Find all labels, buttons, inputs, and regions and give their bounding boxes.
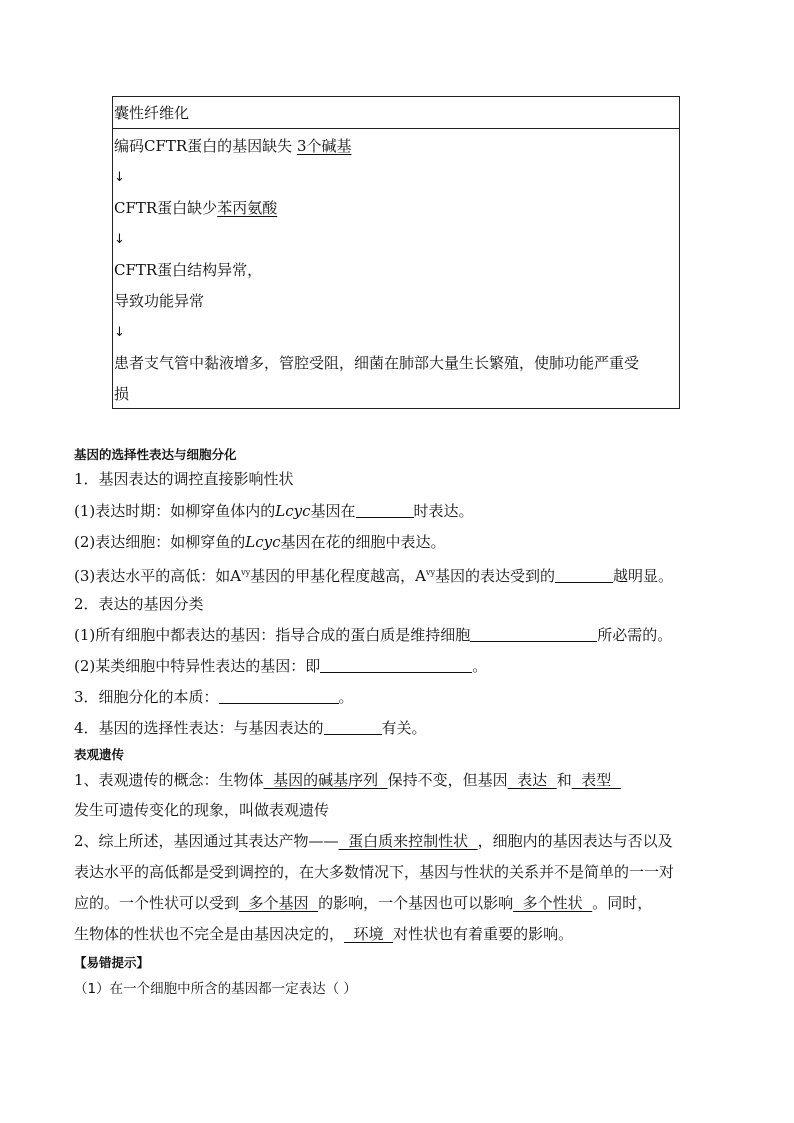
answer-environment: 环境	[344, 925, 394, 943]
box-line-2: CFTR蛋白缺少苯丙氨酸	[114, 199, 278, 217]
item-1: 1．基因表达的调控直接影响性状	[74, 470, 294, 488]
para-2-line-4: 生物体的性状也不完全是由基因决定的， 环境 对性状也有着重要的影响。	[74, 925, 574, 943]
section-heading-epigenetics: 表观遗传	[74, 747, 125, 762]
item-1-1: (1)表达时期：如柳穿鱼体内的Lcyc基因在 时表达。	[74, 502, 474, 520]
para-1-line-1: 1、表观遗传的概念：生物体 基因的碱基序列 保持不变，但基因 表达 和 表型	[74, 771, 621, 789]
answer-multiple-traits: 多个性状	[513, 894, 593, 912]
item-4: 4．基因的选择性表达：与基因表达的 有关。	[74, 719, 427, 737]
blank-3	[470, 627, 597, 642]
item-3: 3．细胞分化的本质： 。	[74, 688, 354, 706]
section-heading-selective-expression: 基因的选择性表达与细胞分化	[74, 447, 237, 462]
blank-4	[320, 658, 472, 673]
box-line-6: 损	[114, 385, 130, 403]
box-line-4: 导致功能异常	[114, 292, 205, 310]
item-1-3: (3)表达水平的高低：如$A^{vy}$基因的甲基化程度越高，$A^{vy}$基因的表达受到的 越明显。	[74, 567, 674, 585]
para-1-line-2: 发生可遗传变化的现象，叫做表观遗传	[74, 801, 330, 819]
box-line-3: CFTR蛋白结构异常，	[114, 261, 263, 279]
box-divider	[113, 128, 679, 129]
answer-expression: 表达	[507, 771, 557, 789]
item-1-2: (2)表达细胞：如柳穿鱼的Lcyc基因在花的细胞中表达。	[74, 533, 446, 551]
answer-phenotype: 表型	[571, 771, 621, 789]
item-2-2: (2)某类细胞中特异性表达的基因：即 。	[74, 657, 488, 675]
arrow-down-icon: ↓	[114, 170, 125, 185]
blank-2	[555, 568, 613, 583]
blank-6	[324, 720, 382, 735]
para-2-line-2: 表达水平的高低都是受到调控的，在大多数情况下，基因与性状的关系并不是简单的一一对	[74, 863, 675, 881]
para-2-line-1: 2、综上所述，基因通过其表达产物—— 蛋白质来控制性状 ，细胞内的基因表达与否以及	[74, 832, 673, 850]
box-title: 囊性纤维化	[114, 104, 190, 122]
answer-base-sequence: 基因的碱基序列	[263, 771, 388, 789]
tip-item-1: （1）在一个细胞中所含的基因都一定表达（ ）	[74, 981, 357, 997]
answer-phenylalanine: 苯丙氨酸	[217, 199, 278, 217]
tips-heading: 【易错提示】	[74, 955, 150, 970]
item-2-1: (1)所有细胞中都表达的基因：指导合成的蛋白质是维持细胞 所必需的。	[74, 626, 673, 644]
arrow-down-icon: ↓	[114, 232, 125, 247]
box-line-5: 患者支气管中黏液增多，管腔受阻，细菌在肺部大量生长繁殖，使肺功能严重受	[114, 354, 640, 372]
arrow-down-icon: ↓	[114, 325, 125, 340]
answer-protein-controls-traits: 蛋白质来控制性状	[338, 832, 478, 850]
answer-multiple-genes: 多个基因	[239, 894, 319, 912]
item-2: 2．表达的基因分类	[74, 595, 204, 613]
cystic-fibrosis-box	[112, 96, 680, 409]
answer-3-bases: 3个碱基	[296, 137, 352, 155]
blank-1	[356, 503, 414, 518]
para-2-line-3: 应的。一个性状可以受到 多个基因 的影响，一个基因也可以影响 多个性状 。同时，	[74, 894, 653, 912]
blank-5	[219, 689, 339, 704]
box-line-1: 编码CFTR蛋白的基因缺失 3个碱基	[114, 137, 352, 155]
